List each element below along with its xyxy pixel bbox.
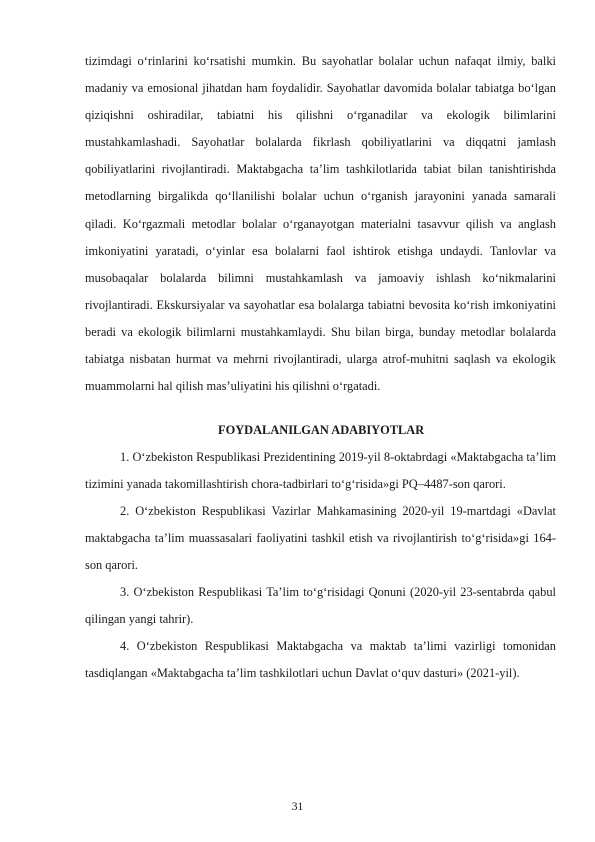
reference-number: 4. bbox=[120, 638, 130, 653]
reference-number: 3. bbox=[120, 584, 130, 599]
reference-number: 2. bbox=[120, 504, 130, 519]
reference-text: O‘zbekiston Respublikasi Maktabgacha va maktab ta’limi vazirligi tomonidan tasdiqlangan «Maktabgacha ta’lim tashkilotlari uchun Davlat o‘quv dasturi» (2021-yil). bbox=[85, 638, 557, 680]
references-list bbox=[85, 444, 556, 686]
reference-item bbox=[85, 579, 556, 633]
reference-text: O‘zbekiston Respublikasi Ta’lim to‘g‘risidagi Qonuni (2020-yil 23-sentabrda qabul qilingan yangi tahrir). bbox=[85, 584, 556, 626]
reference-item bbox=[85, 633, 556, 687]
references-heading: FOYDALANILGAN ADABIYOTLAR bbox=[218, 423, 425, 438]
reference-text: O‘zbekiston Respublikasi Vazirlar Mahkamasining 2020-yil 19-martdagi «Davlat maktabgacha ta’lim muassasalari faoliyatini tashkil etish va rivojlantirish to‘g‘risida»gi 164-son qarori. bbox=[85, 504, 556, 572]
page-content bbox=[85, 48, 556, 686]
reference-number: 1. bbox=[120, 450, 130, 465]
reference-text: O‘zbekiston Respublikasi Prezidentining 2019-yil 8-oktabrdagi «Maktabgacha ta’lim tizimini yanada takomillashtirish chora-tadbirlari to‘g‘risida»gi PQ–4487-son qarori. bbox=[85, 450, 556, 492]
reference-item bbox=[85, 498, 556, 579]
body-paragraph: tizimdagi o‘rinlarini ko‘rsatishi mumkin. Bu sayohatlar bolalar uchun nafaqat ilmiy, balki madaniy va emosional jihatdan ham foydalidir. Sayohatlar davomida bolalar tabiatga bo‘lgan qiziqishni oshiradilar, tabiatni his qilishni o‘rganadilar va ekologik bilimlarini mustahkamlashadi. Sayohatlar bolalarda fikrlash qobiliyatlarini va diqqatni jamlash qobiliyatlarini rivojlantiradi. Maktabgacha ta’lim tashkilotlarida tabiat bilan tanishtirishda metodlarning birgalikda qo‘llanilishi bolalar uchun o‘rganish jarayonini yanada samarali qiladi. Ko‘rgazmali metodlar bolalar o‘rganayotgan materialni tasavvur qilish va anglash imkoniyatini yaratadi, o‘yinlar esa bolalarni faol ishtirok etishga undaydi. Tanlovlar va musobaqalar bolalarda bilimni mustahkamlash va jamoaviy ishlash ko‘nikmalarini rivojlantiradi. Ekskursiyalar va sayohatlar esa bolalarga tabiatni bevosita ko‘rish imkoniyatini beradi va ekologik bilimlarni mustahkamlaydi. Shu bilan birga, bunday metodlar bolalarda tabiatga nisbatan hurmat va mehrni rivojlantiradi, ularga atrof-muhitni saqlash va ekologik muammolarni hal qilish mas’uliyatini his qilishni o‘rgatadi. bbox=[85, 54, 556, 394]
reference-item bbox=[85, 444, 556, 498]
page-number: 31 bbox=[291, 801, 304, 813]
